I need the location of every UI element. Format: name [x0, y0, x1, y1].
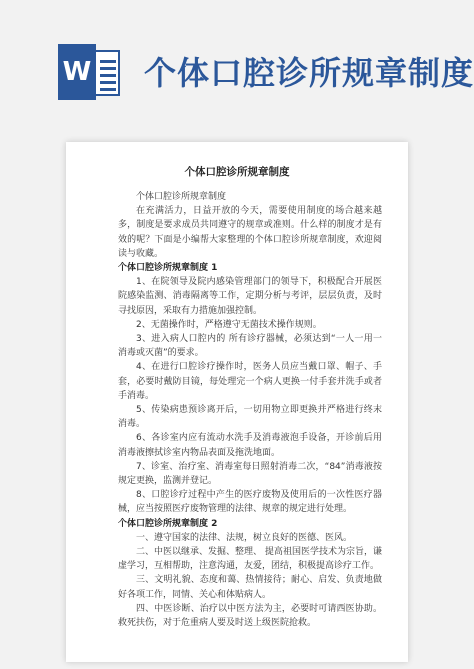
paragraph: 三、文明礼貌、态度和蔼、热情接待；耐心、启发、负责地做好各项工作，同情、关心和体贴病人。 [118, 575, 382, 600]
paragraph: 四、中医诊断、治疗以中医方法为主，必要时可请西医协助。救死扶伤，对于危重病人要及时送上级医院抢救。 [118, 603, 382, 629]
banner [0, 0, 474, 140]
word-letter-badge: W [58, 44, 96, 100]
paragraph: 4、在进行口腔诊疗操作时，医务人员应当戴口罩、帽子、手套，必要时戴防目镜，每处理完一个病人更换一付手套并洗手或者手消毒。 [118, 362, 382, 401]
paragraph: 1、在院领导及院内感染管理部门的领导下，积极配合开展医院感染监测、消毒隔离等工作，定期分析与考评，层层负责，及时寻找原因，采取有力措施加强控制。 [118, 277, 382, 316]
banner-title: 个体口腔诊所规章制度 [144, 54, 474, 92]
document-body [118, 190, 382, 630]
document-page [66, 142, 408, 662]
paragraph: 7、诊室、治疗室、消毒室每日照射消毒二次，“84”消毒液按规定更换，监测并登记。 [118, 461, 382, 487]
paragraph: 5、传染病患预诊离开后，一切用物立即更换并严格进行终末消毒。 [118, 405, 382, 430]
section-heading: 个体口腔诊所规章制度 2 [118, 518, 218, 529]
word-icon [58, 44, 126, 100]
paragraph: 8、口腔诊疗过程中产生的医疗废物及使用后的一次性医疗器械，应当按照医疗废物管理的法律、规章的规定进行处理。 [118, 490, 382, 515]
paragraph: 一、遵守国家的法律、法规，树立良好的医德、医风。 [136, 532, 353, 543]
paragraph: 6、各诊室内应有流动水洗手及消毒液泡手设备，开诊前后用消毒液擦拭诊室内物品表面及拖洗地面。 [118, 433, 382, 458]
document-title: 个体口腔诊所规章制度 [184, 166, 290, 178]
paragraph: 二、中医以继承、发掘、整理、 提高祖国医学技术为宗旨，谦虚学习，互相帮助，注意沟通，友爱，团结，积极提高诊疗工作。 [118, 547, 382, 572]
paragraph: 在充满活力，日益开放的今天，需要使用制度的场合越来越多，制度是要求成员共同遵守的规章或准则。什么样的制度才是有效的呢？下面是小编帮大家整理的个体口腔诊所规章制度，欢迎阅读与收藏。 [118, 206, 382, 259]
paragraph: 2、无菌操作时，严格遵守无菌技术操作规则。 [136, 319, 322, 330]
section-heading: 个体口腔诊所规章制度 1 [118, 263, 218, 274]
paragraph: 个体口腔诊所规章制度 [136, 192, 227, 202]
paragraph: 3、进入病人口腔内的 所有诊疗器械，必须达到“一人一用一消毒或灭菌”的要求。 [118, 334, 382, 359]
